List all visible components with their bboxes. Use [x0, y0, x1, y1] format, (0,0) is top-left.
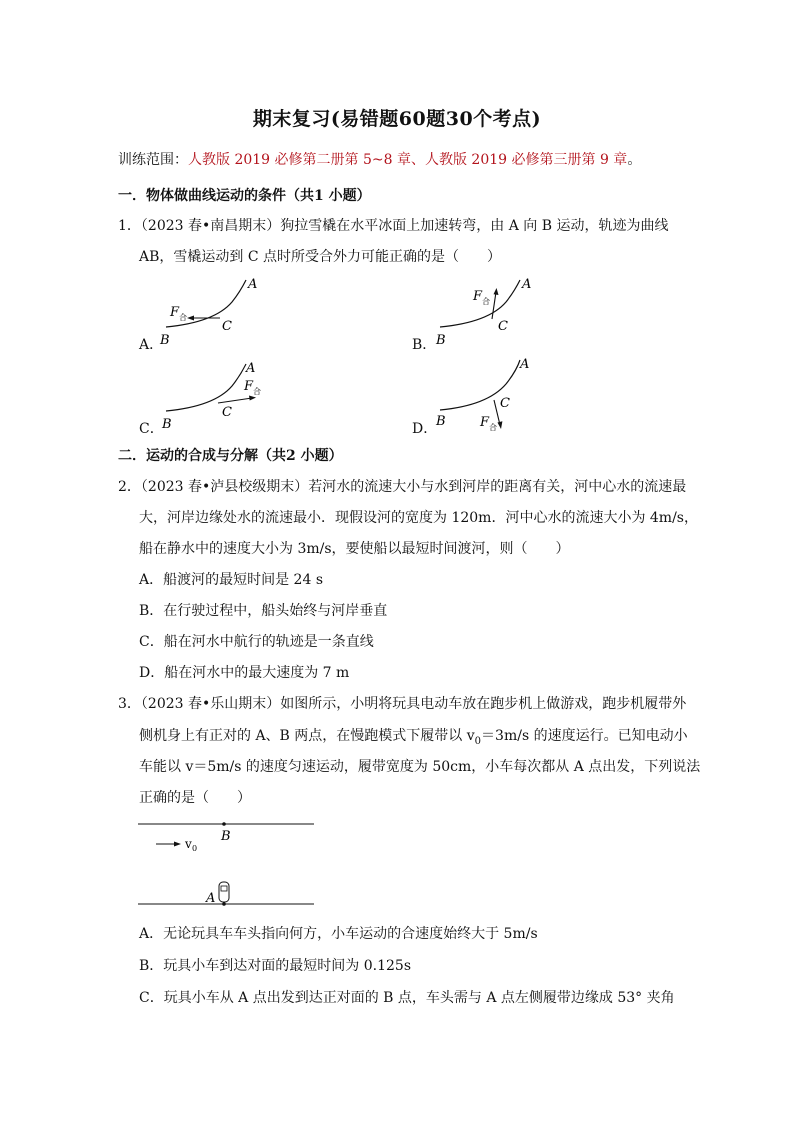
force-label: F — [480, 415, 490, 430]
velocity-label: v — [185, 837, 192, 851]
q1-option-b-label: B． — [412, 337, 437, 353]
training-scope — [118, 150, 641, 170]
force-arrowhead — [249, 396, 256, 401]
q2-option-a: A．船渡河的最短时间是 24 s — [139, 572, 324, 588]
point-b-dot — [222, 822, 226, 826]
scope-content: 人教版 2019 必修第二册第 5~8 章、人教版 2019 必修第三册第 9 章 — [188, 152, 628, 168]
q3-line-4: 正确的是（ ） — [139, 790, 251, 806]
q1-option-a-label: A． — [139, 337, 164, 353]
scope-label: 训练范围： — [118, 152, 188, 168]
q1-option-a-figure — [158, 272, 268, 352]
point-a-dot — [222, 902, 226, 906]
q2-option-c: C．船在河水中航行的轨迹是一条直线 — [139, 634, 374, 650]
q1-option-b-figure — [432, 272, 542, 352]
point-c-label: C — [222, 319, 232, 334]
q1-option-c-label: C． — [139, 421, 164, 437]
point-c-label: C — [498, 319, 508, 334]
force-sub-label: 合 — [179, 313, 187, 322]
q1-line-2: AB，雪橇运动到 C 点时所受合外力可能正确的是（ ） — [139, 249, 502, 265]
force-arrowhead — [187, 316, 194, 321]
q3-line-2 — [139, 726, 688, 752]
point-c-label: C — [500, 396, 510, 411]
q2-line-3: 船在静水中的速度大小为 3m/s，要使船以最短时间渡河，则（ ） — [139, 541, 570, 557]
force-label: F — [170, 305, 180, 320]
velocity-arrowhead — [174, 842, 181, 847]
force-arrowhead — [498, 421, 503, 429]
trajectory-curve — [166, 364, 246, 411]
force-label: F — [244, 379, 254, 394]
q3-line-2-pre: 侧机身上有正对的 A、B 两点，在慢跑模式下履带以 v — [139, 728, 475, 744]
section-heading-2: 二．运动的合成与分解（共2 小题） — [118, 448, 343, 464]
point-a-label: A — [520, 357, 530, 372]
q3-line-3: 车能以 v＝5m/s 的速度匀速运动，履带宽度为 50cm，小车每次都从 A 点出发，下列说法 — [139, 759, 701, 775]
point-a-label: A — [522, 277, 532, 292]
q3-treadmill-figure — [136, 814, 318, 914]
point-c-label: C — [222, 405, 232, 420]
q3-line-1: 3．（2023 春•乐山期末）如图所示，小明将玩具电动车放在跑步机上做游戏，跑步机履带外 — [118, 696, 687, 712]
section-heading-1: 一．物体做曲线运动的条件（共1 小题） — [118, 188, 371, 204]
point-b-label: B — [160, 333, 170, 348]
q1-option-d-figure — [432, 352, 542, 436]
point-b-label: B — [436, 414, 446, 429]
point-b-label: B — [221, 829, 231, 844]
point-a-label: A — [246, 361, 256, 376]
q1-line-1: 1．（2023 春•南昌期末）狗拉雪橇在水平冰面上加速转弯，由 A 向 B 运动，轨迹为曲线 — [118, 218, 669, 234]
toy-car-window — [221, 886, 227, 891]
force-label: F — [473, 289, 483, 304]
q2-line-2: 大，河岸边缘处水的流速最小．现假设河的宽度为 120m．河中心水的流速大小为 4m/s， — [139, 510, 698, 526]
toy-car-body — [219, 882, 229, 902]
q3-line-2-post: ＝3m/s 的速度运行。已知电动小 — [481, 728, 688, 744]
q2-option-d: D．船在河水中的最大速度为 7 m — [139, 665, 350, 681]
force-arrow — [218, 398, 252, 403]
point-b-label: B — [162, 417, 172, 432]
point-b-label: B — [436, 333, 446, 348]
velocity-sub-label: 0 — [192, 844, 198, 853]
point-a-label: A — [248, 277, 258, 292]
q1-option-c-figure — [158, 356, 268, 436]
force-sub-label: 合 — [253, 387, 261, 396]
scope-end: 。 — [627, 152, 642, 168]
page-title: 期末复习(易错题60题30个考点) — [252, 108, 542, 130]
q3-option-c: C．玩具小车从 A 点出发到达正对面的 B 点，车头需与 A 点左侧履带边缘成 53° 夹角 — [139, 990, 675, 1006]
q3-option-b: B．玩具小车到达对面的最短时间为 0.125s — [139, 958, 412, 974]
force-sub-label: 合 — [489, 423, 497, 432]
q2-option-b: B．在行驶过程中，船头始终与河岸垂直 — [139, 603, 388, 619]
force-sub-label: 合 — [482, 297, 490, 306]
point-a-label: A — [206, 891, 216, 906]
q1-option-d-label: D． — [412, 421, 438, 437]
force-arrow — [492, 292, 496, 319]
force-arrowhead — [494, 288, 499, 295]
q3-option-a: A．无论玩具车车头指向何方，小车运动的合速度始终大于 5m/s — [139, 926, 538, 942]
q2-line-1: 2．（2023 春•泸县校级期末）若河水的流速大小与水到河岸的距离有关，河中心水的流速最 — [118, 479, 687, 495]
q3-line-2-sub: 0 — [474, 735, 482, 747]
